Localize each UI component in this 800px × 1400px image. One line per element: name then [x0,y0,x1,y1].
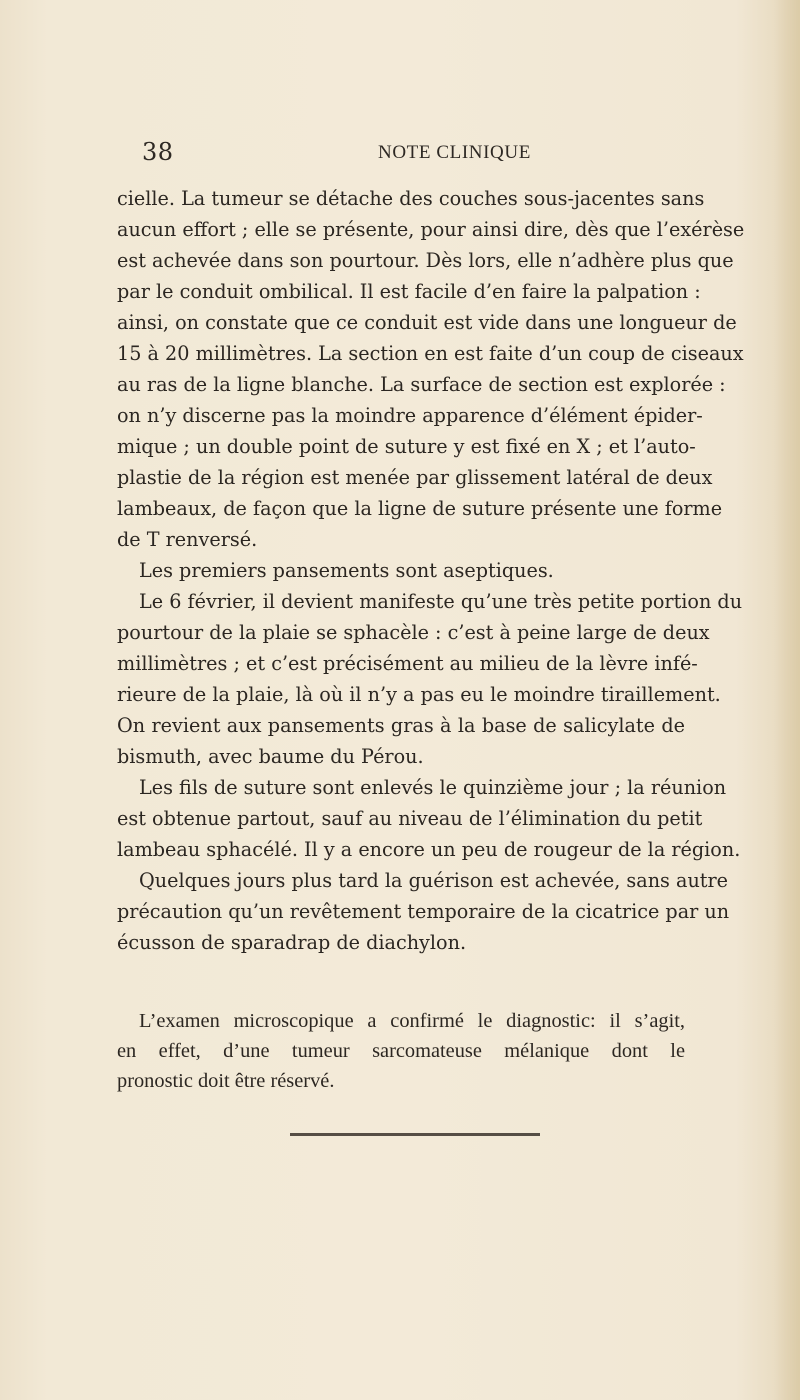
text-line: pourtour de la plaie se sphacèle : c’est à peine large de deux [117,621,710,644]
page-edge-stain [774,0,800,1400]
text-line: on n’y discerne pas la moindre apparence d’élément épider- [117,404,703,427]
text-line: lambeaux, de façon que la ligne de suture présente une forme [117,497,723,520]
conclusion-paragraph [117,1006,685,1096]
text-line: bismuth, avec baume du Pérou. [117,745,424,768]
text-line: est achevée dans son pourtour. Dès lors, elle n’adhère plus que [117,249,734,272]
running-title: NOTE CLINIQUE [378,142,531,163]
text-line: est obtenue partout, sauf au niveau de l’élimination du petit [117,807,703,830]
text-line: précaution qu’un revêtement temporaire de la cicatrice par un [117,900,730,923]
page-number: 38 [142,138,174,166]
text-line: Le 6 février, il devient manifeste qu’une très petite portion du [139,590,743,613]
text-line: écusson de sparadrap de diachylon. [117,931,467,954]
page-header [0,138,800,168]
text-line: L’examen microscopique a confirmé le diagnostic: il s’agit, [139,1010,685,1032]
text-line: en effet, d’une tumeur sarcomateuse mélanique dont le [117,1040,685,1062]
text-line: par le conduit ombilical. Il est facile d’en faire la palpation : [117,280,701,303]
text-line: Les premiers pansements sont aseptiques. [139,559,554,582]
text-line: plastie de la région est menée par glissement latéral de deux [117,466,713,489]
text-line: lambeau sphacélé. Il y a encore un peu de rougeur de la région. [117,838,741,861]
text-line: rieure de la plaie, là où il n’y a pas eu le moindre tiraillement. [117,683,721,706]
text-line: cielle. La tumeur se détache des couches sous-jacentes sans [117,187,705,210]
text-line: Quelques jours plus tard la guérison est achevée, sans autre [139,869,729,892]
text-line: millimètres ; et c’est précisément au milieu de la lèvre infé- [117,652,698,675]
text-line: ainsi, on constate que ce conduit est vide dans une longueur de [117,311,737,334]
text-line: Les fils de suture sont enlevés le quinzième jour ; la réunion [139,776,727,799]
text-line: 15 à 20 millimètres. La section en est faite d’un coup de ciseaux [117,342,744,365]
text-line: aucun effort ; elle se présente, pour ainsi dire, dès que l’exérèse [117,218,745,241]
text-line: On revient aux pansements gras à la base de salicylate de [117,714,685,737]
body-text [117,183,745,958]
text-line: mique ; un double point de suture y est fixé en X ; et l’auto- [117,435,696,458]
text-line: de T renversé. [117,528,258,551]
text-line: pronostic doit être réservé. [117,1070,335,1092]
section-divider [290,1133,540,1136]
text-line: au ras de la ligne blanche. La surface de section est explorée : [117,373,726,396]
